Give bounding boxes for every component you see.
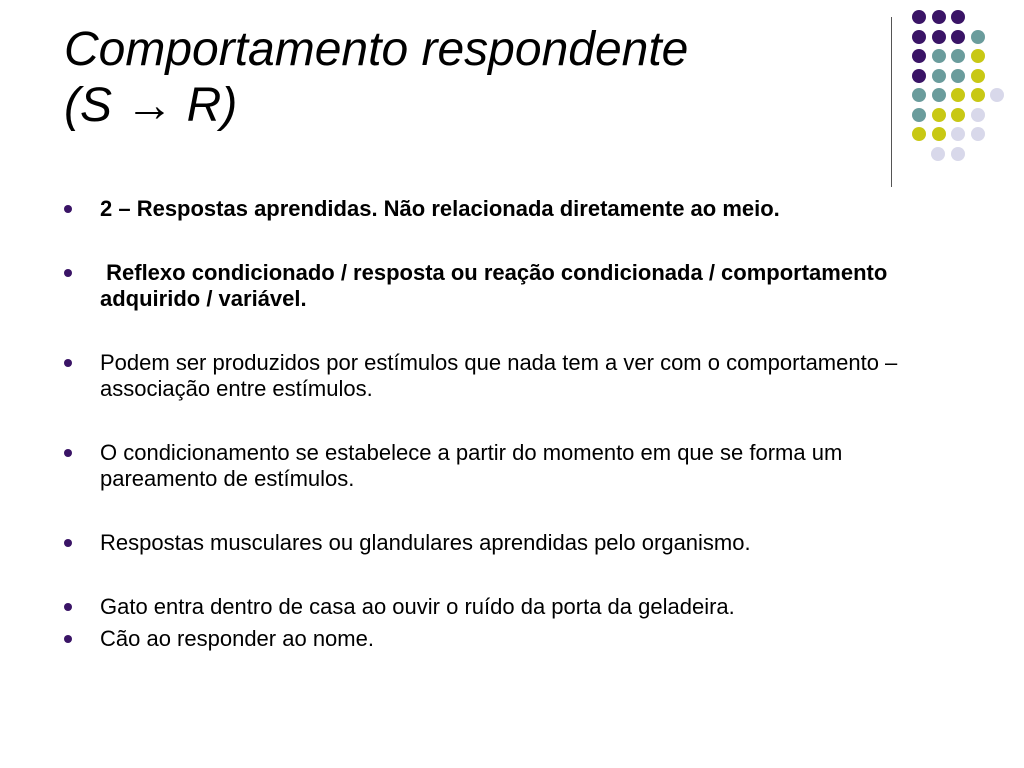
decorative-dot <box>932 49 946 63</box>
bullet-text: O condicionamento se estabelece a partir do momento em que se forma um pareamento de estímulos. <box>100 440 843 491</box>
bullet-item <box>62 260 962 312</box>
decorative-dot <box>951 49 965 63</box>
decorative-dot <box>932 108 946 122</box>
decorative-dot <box>951 127 965 141</box>
decorative-dot <box>912 49 926 63</box>
decorative-dot <box>932 127 946 141</box>
bullet-text: Reflexo condicionado / resposta ou reação condicionada / comportamento adquirido / variável. <box>100 260 894 311</box>
decorative-dot <box>912 108 926 122</box>
decorative-dot <box>971 108 985 122</box>
bullet-text: Respostas musculares ou glandulares aprendidas pelo organismo. <box>100 530 751 555</box>
decorative-dot <box>912 69 926 83</box>
decorative-dot <box>951 10 965 24</box>
decorative-dot <box>912 127 926 141</box>
decorative-dot <box>932 30 946 44</box>
slide-title-line-2: (S → R) <box>64 79 238 132</box>
decorative-dot <box>932 10 946 24</box>
bullet-text: Gato entra dentro de casa ao ouvir o ruído da porta da geladeira. <box>100 594 735 619</box>
bullet-text: 2 – Respostas aprendidas. Não relacionada diretamente ao meio. <box>100 196 780 221</box>
bullet-dot-icon <box>64 269 72 277</box>
decorative-dot <box>951 69 965 83</box>
decorative-dot <box>932 69 946 83</box>
decorative-dot <box>912 30 926 44</box>
decorative-dot <box>971 127 985 141</box>
decorative-dot <box>971 30 985 44</box>
bullet-text: Podem ser produzidos por estímulos que nada tem a ver com o comportamento – associação entre estímulos. <box>100 350 898 401</box>
decorative-dot <box>971 49 985 63</box>
bullet-dot-icon <box>64 449 72 457</box>
decorative-dot <box>990 88 1004 102</box>
bullet-dot-icon <box>64 359 72 367</box>
bullet-item <box>62 350 962 402</box>
decorative-dot <box>971 69 985 83</box>
decorative-dot <box>951 108 965 122</box>
bullet-item <box>62 196 962 222</box>
decorative-dot <box>912 10 926 24</box>
decorative-dot <box>971 88 985 102</box>
decorative-dot <box>951 88 965 102</box>
bullet-dot-icon <box>64 603 72 611</box>
bullet-item <box>62 594 962 620</box>
divider-line <box>891 17 892 187</box>
slide-title <box>64 22 844 134</box>
bullet-list <box>62 196 962 652</box>
decorative-dot <box>951 30 965 44</box>
bullet-dot-icon <box>64 635 72 643</box>
bullet-dot-icon <box>64 539 72 547</box>
bullet-item <box>62 440 962 492</box>
decorative-dot <box>912 88 926 102</box>
bullet-item <box>62 530 962 556</box>
bullet-item <box>62 626 962 652</box>
decorative-dot <box>932 88 946 102</box>
bullet-text: Cão ao responder ao nome. <box>100 626 374 651</box>
bullet-dot-icon <box>64 205 72 213</box>
slide-title-line-1: Comportamento respondente <box>64 23 689 76</box>
decorative-dot <box>931 147 945 161</box>
decorative-dot <box>951 147 965 161</box>
